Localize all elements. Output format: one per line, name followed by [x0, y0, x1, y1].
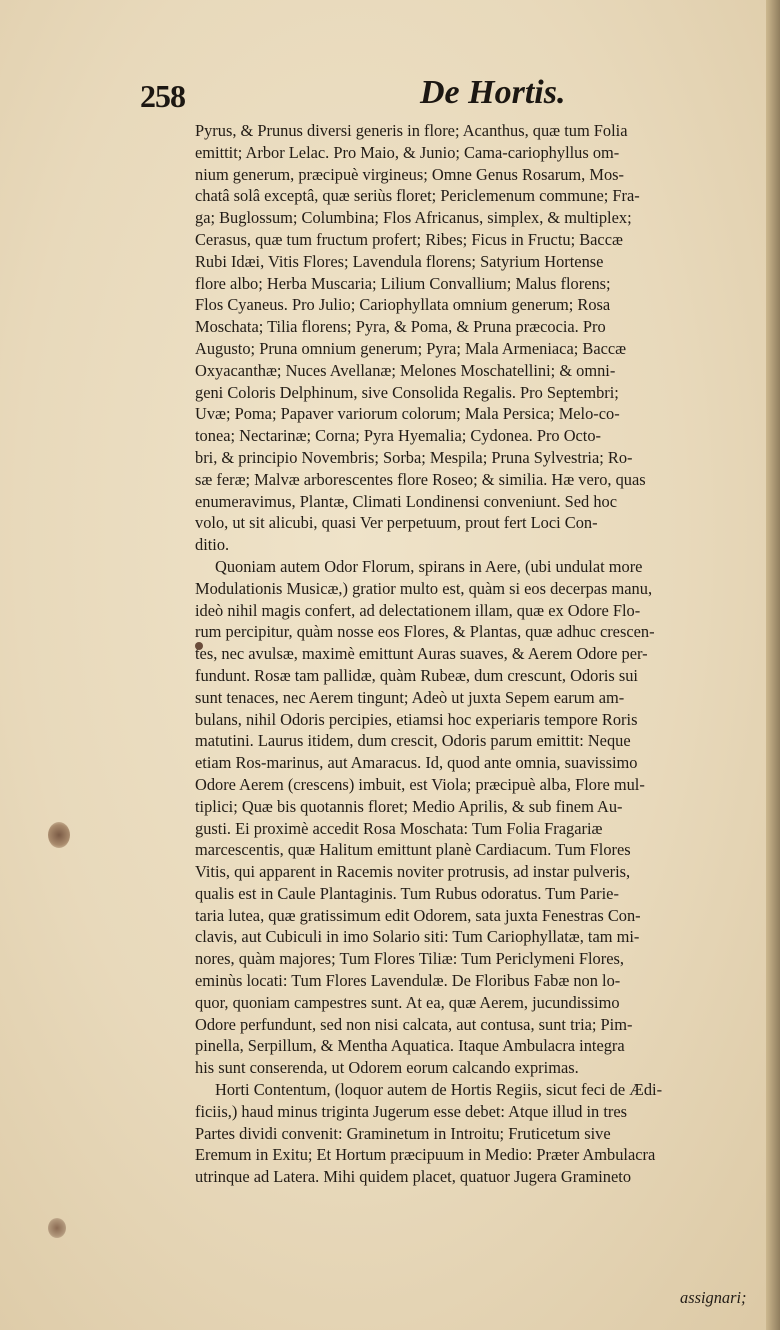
text-line: emittit; Arbor Lelac. Pro Maio, & Junio; Cama-cariophyllus om- — [195, 142, 620, 162]
ink-stain — [48, 1218, 66, 1238]
text-line: Odore Aerem (crescens) imbuit, est Viola; præcipuè alba, Flore mul- — [195, 774, 645, 794]
text-line: Partes dividi convenit: Graminetum in Introitu; Fruticetum sive — [195, 1123, 611, 1143]
text-line: gusti. Ei proximè accedit Rosa Moschata: Tum Folia Fragariæ — [195, 818, 603, 838]
text-line: eminùs locati: Tum Flores Lavendulæ. De Floribus Fabæ non lo- — [195, 971, 621, 991]
text-line: ditio. — [195, 535, 230, 555]
text-line: pinella, Serpillum, & Mentha Aquatica. Itaque Ambulacra integra — [195, 1036, 625, 1056]
text-line: ga; Buglossum; Columbina; Flos Africanus, simplex, & multiplex; — [195, 208, 632, 228]
page-number: 258 — [140, 78, 185, 114]
text-line: Rubi Idæi, Vitis Flores; Lavendula florens; Satyrium Hortense — [195, 251, 604, 271]
text-line: tonea; Nectarinæ; Corna; Pyra Hyemalia; Cydonea. Pro Octo- — [195, 426, 602, 446]
text-line: Flos Cyaneus. Pro Julio; Cariophyllata omnium generum; Rosa — [195, 295, 611, 315]
text-line: Cerasus, quæ tum fructum profert; Ribes; Ficus in Fructu; Baccæ — [195, 229, 623, 249]
text-line: enumeravimus, Plantæ, Climati Londinensi conveniunt. Sed hoc — [195, 491, 618, 511]
text-line: volo, ut sit alicubi, quasi Ver perpetuum, prout fert Loci Con- — [195, 513, 598, 533]
text-line: quor, quoniam campestres sunt. At ea, quæ Aerem, jucundissimo — [195, 992, 620, 1012]
text-line: bri, & principio Novembris; Sorba; Mespila; Pruna Sylvestria; Ro- — [195, 447, 633, 467]
text-line: sæ feræ; Malvæ arborescentes flore Roseo; & similia. Hæ vero, quas — [195, 469, 646, 489]
text-line: nium generum, præcipuè virgineus; Omne Genus Rosarum, Mos- — [195, 164, 624, 184]
text-line: qualis est in Caule Plantaginis. Tum Rubus odoratus. Tum Parie- — [195, 883, 619, 903]
text-line: Uvæ; Poma; Papaver variorum colorum; Mala Persica; Melo-co- — [195, 404, 620, 424]
text-line: Odore perfundunt, sed non nisi calcata, aut contusa, sunt tria; Pim- — [195, 1014, 633, 1034]
catchword: assignari; — [680, 1288, 747, 1307]
text-line: tiplici; Quæ bis quotannis floret; Medio Aprilis, & sub finem Au- — [195, 796, 623, 816]
body-text — [195, 120, 755, 1188]
text-line: bulans, nihil Odoris percipies, etiamsi hoc experiaris tempore Roris — [195, 709, 638, 729]
text-line: nores, quàm majores; Tum Flores Tiliæ: Tum Periclymeni Flores, — [195, 949, 624, 969]
text-line: rum percipitur, quàm nosse eos Flores, & Plantas, quæ adhuc crescen- — [195, 622, 655, 642]
text-line: clavis, aut Cubiculi in imo Solario siti: Tum Cariophyllatæ, tam mi- — [195, 927, 640, 947]
running-title: De Hortis. — [420, 74, 566, 111]
text-line: utrinque ad Latera. Mihi quidem placet, quatuor Jugera Gramineto — [195, 1167, 632, 1187]
text-line: marcescentis, quæ Halitum emittunt planè Cardiacum. Tum Flores — [195, 840, 631, 860]
text-line: chatâ solâ exceptâ, quæ seriùs floret; Periclemenum commune; Fra- — [195, 186, 640, 206]
text-line: matutini. Laurus itidem, dum crescit, Odoris parum emittit: Neque — [195, 731, 631, 751]
text-line: Oxyacanthæ; Nuces Avellanæ; Melones Moschatellini; & omni- — [195, 360, 616, 380]
text-line: Pyrus, & Prunus diversi generis in flore; Acanthus, quæ tum Folia — [195, 121, 628, 140]
text-line: flore albo; Herba Muscaria; Lilium Convallium; Malus florens; — [195, 273, 611, 293]
text-line: geni Coloris Delphinum, sive Consolida Regalis. Pro Septembri; — [195, 382, 619, 402]
paragraph-start-line: Horti Contentum, (loquor autem de Hortis Regiis, sicut feci de Ædi- — [215, 1080, 663, 1100]
page-gutter-shadow — [766, 0, 780, 1330]
ink-stain — [48, 822, 70, 848]
text-line: his sunt conserenda, ut Odorem eorum calcando exprimas. — [195, 1058, 579, 1078]
text-line: sunt tenaces, nec Aerem tingunt; Adeò ut juxta Sepem earum am- — [195, 687, 625, 707]
text-line: Eremum in Exitu; Et Hortum præcipuum in Medio: Præter Ambulacra — [195, 1145, 656, 1165]
text-line: fundunt. Rosæ tam pallidæ, quàm Rubeæ, dum crescunt, Odoris sui — [195, 665, 638, 685]
text-line: Modulationis Musicæ,) gratior multo est, quàm si eos decerpas manu, — [195, 578, 653, 598]
text-line: tes, nec avulsæ, maximè emittunt Auras suaves, & Aerem Odore per- — [195, 644, 648, 664]
text-line: ficiis,) haud minus triginta Jugerum esse debet: Atque illud in tres — [195, 1101, 627, 1121]
text-line: ideò nihil magis confert, ad delectationem illam, quæ ex Odore Flo- — [195, 600, 641, 620]
text-line: Moschata; Tilia florens; Pyra, & Poma, & Pruna præcocia. Pro — [195, 317, 606, 337]
text-line: Vitis, qui apparent in Racemis noviter protrusis, ad instar pulveris, — [195, 862, 631, 882]
text-line: etiam Ros-marinus, aut Amaracus. Id, quod ante omnia, suavissimo — [195, 753, 638, 773]
text-line: Augusto; Pruna omnium generum; Pyra; Mala Armeniaca; Baccæ — [195, 338, 627, 358]
page-header — [140, 72, 760, 118]
text-line: taria lutea, quæ gratissimum edit Odorem, sata juxta Fenestras Con- — [195, 905, 641, 925]
paragraph-start-line: Quoniam autem Odor Florum, spirans in Aere, (ubi undulat more — [215, 556, 643, 576]
